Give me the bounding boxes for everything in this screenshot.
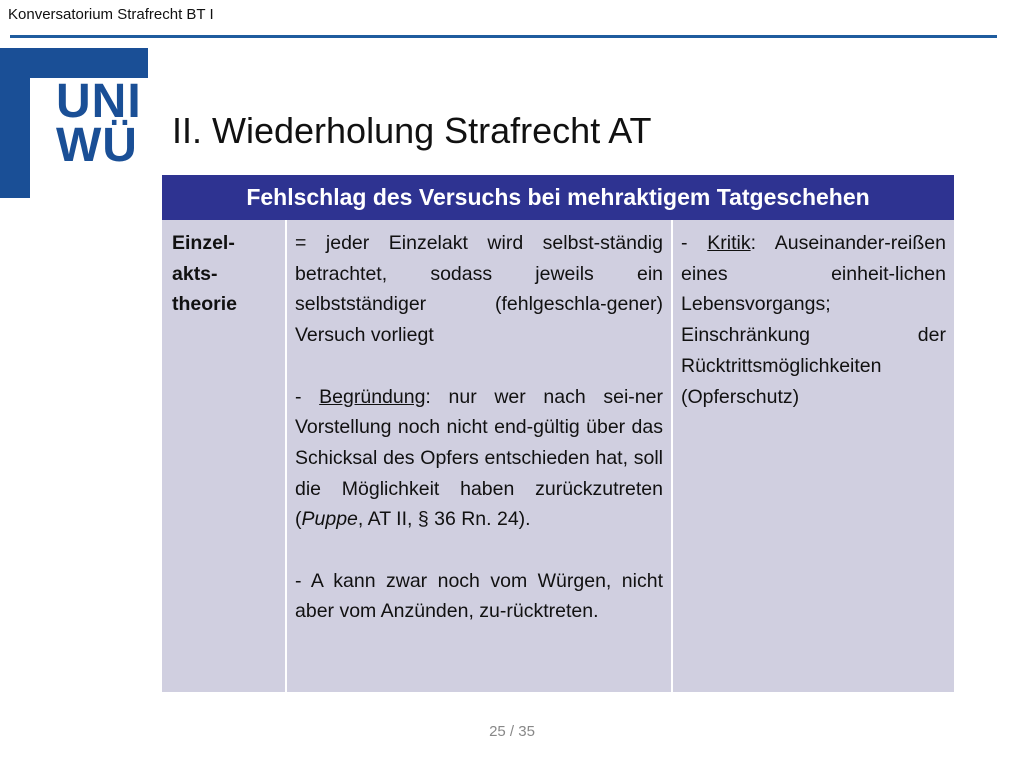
content-table [162,175,954,692]
critique-prefix: - [681,232,708,254]
term-text: Einzel-akts-theorie [172,232,238,316]
term-cell [162,220,285,692]
presentation-title: Konversatorium Strafrecht BT I [8,6,214,23]
description-cell [285,220,671,692]
table-row [162,220,954,692]
critique-cell [671,220,954,692]
slide-title: II. Wiederholung Strafrecht AT [172,110,652,151]
citation-rest: , AT II, § 36 Rn. 24). [357,508,531,531]
header-divider [10,35,997,38]
definition-paragraph: = jeder Einzelakt wird selbst-ständig betrachtet, sodass jeweils ein selbstständiger (fehlgeschla-gener) Versuch vorliegt [295,232,663,347]
reason-prefix: - [295,385,320,408]
critique-text: : Auseinander-reißen eines einheit-lichen Lebensvorgangs; Einschränkung der Rücktrittsmöglichkeiten (Opferschutz) [681,232,946,408]
critique-paragraph [681,228,946,412]
table-heading: Fehlschlag des Versuchs bei mehraktigem Tatgeschehen [162,175,954,220]
citation-author: Puppe [301,508,358,531]
reason-label: Begründung [319,385,426,408]
page-number: 25 / 35 [489,723,535,740]
example-paragraph: - A kann zwar noch vom Würgen, nicht aber vom Anzünden, zu-rücktreten. [295,569,663,623]
reason-text: : nur wer nach sei-ner Vorstellung noch nicht end-gültig über das Schicksal des Opfers entschieden hat, soll die Möglichkeit haben zurückzutreten ( [295,385,663,531]
critique-label: Kritik [707,232,751,254]
logo-text-line-2: WÜ [56,119,138,172]
logo-text-line-1: UNI [56,75,142,128]
reason-paragraph [295,382,663,536]
